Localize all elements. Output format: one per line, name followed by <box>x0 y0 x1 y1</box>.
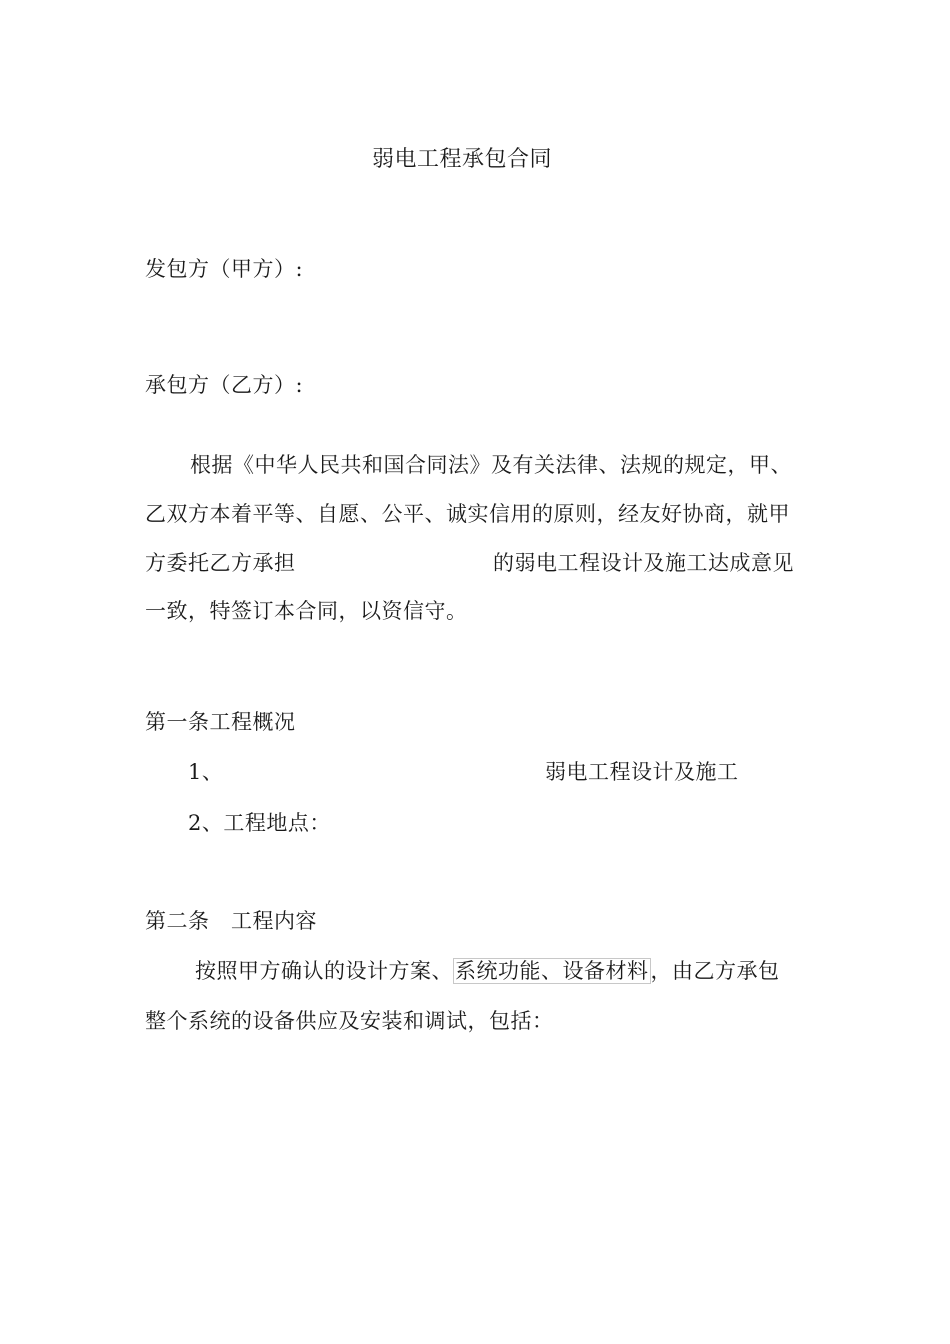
article-1-item-1-text: 弱电工程设计及施工 <box>545 760 739 784</box>
article-1-item-1-number: 1、 <box>188 760 224 784</box>
article-2-line-1-part-b: ，由乙方承包 <box>650 959 780 983</box>
article-2-line-1 <box>195 958 780 984</box>
document-title: 弱电工程承包合同 <box>372 147 553 172</box>
article-2-heading: 第二条 工程内容 <box>145 909 317 933</box>
preamble-line-4: 一致，特签订本合同，以资信守。 <box>145 599 468 623</box>
preamble-line-3-left: 方委托乙方承担 <box>145 551 296 575</box>
preamble-line-3-right: 的弱电工程设计及施工达成意见 <box>493 551 794 575</box>
article-2-line-1-boxed-phrase: 系统功能、设备材料 <box>455 959 649 983</box>
party-b-label: 承包方（乙方）: <box>145 373 304 397</box>
article-1-heading: 第一条工程概况 <box>145 710 296 734</box>
article-2-line-2: 整个系统的设备供应及安装和调试，包括： <box>145 1009 554 1033</box>
article-1-item-2: 2、工程地点： <box>188 811 331 835</box>
preamble-line-1: 根据《中华人民共和国合同法》及有关法律、法规的规定，甲、 <box>190 453 792 477</box>
article-2-line-1-part-a: 按照甲方确认的设计方案、 <box>195 959 453 983</box>
preamble-line-2: 乙双方本着平等、自愿、公平、诚实信用的原则，经友好协商，就甲 <box>145 502 790 526</box>
party-a-label: 发包方（甲方）: <box>145 257 304 281</box>
